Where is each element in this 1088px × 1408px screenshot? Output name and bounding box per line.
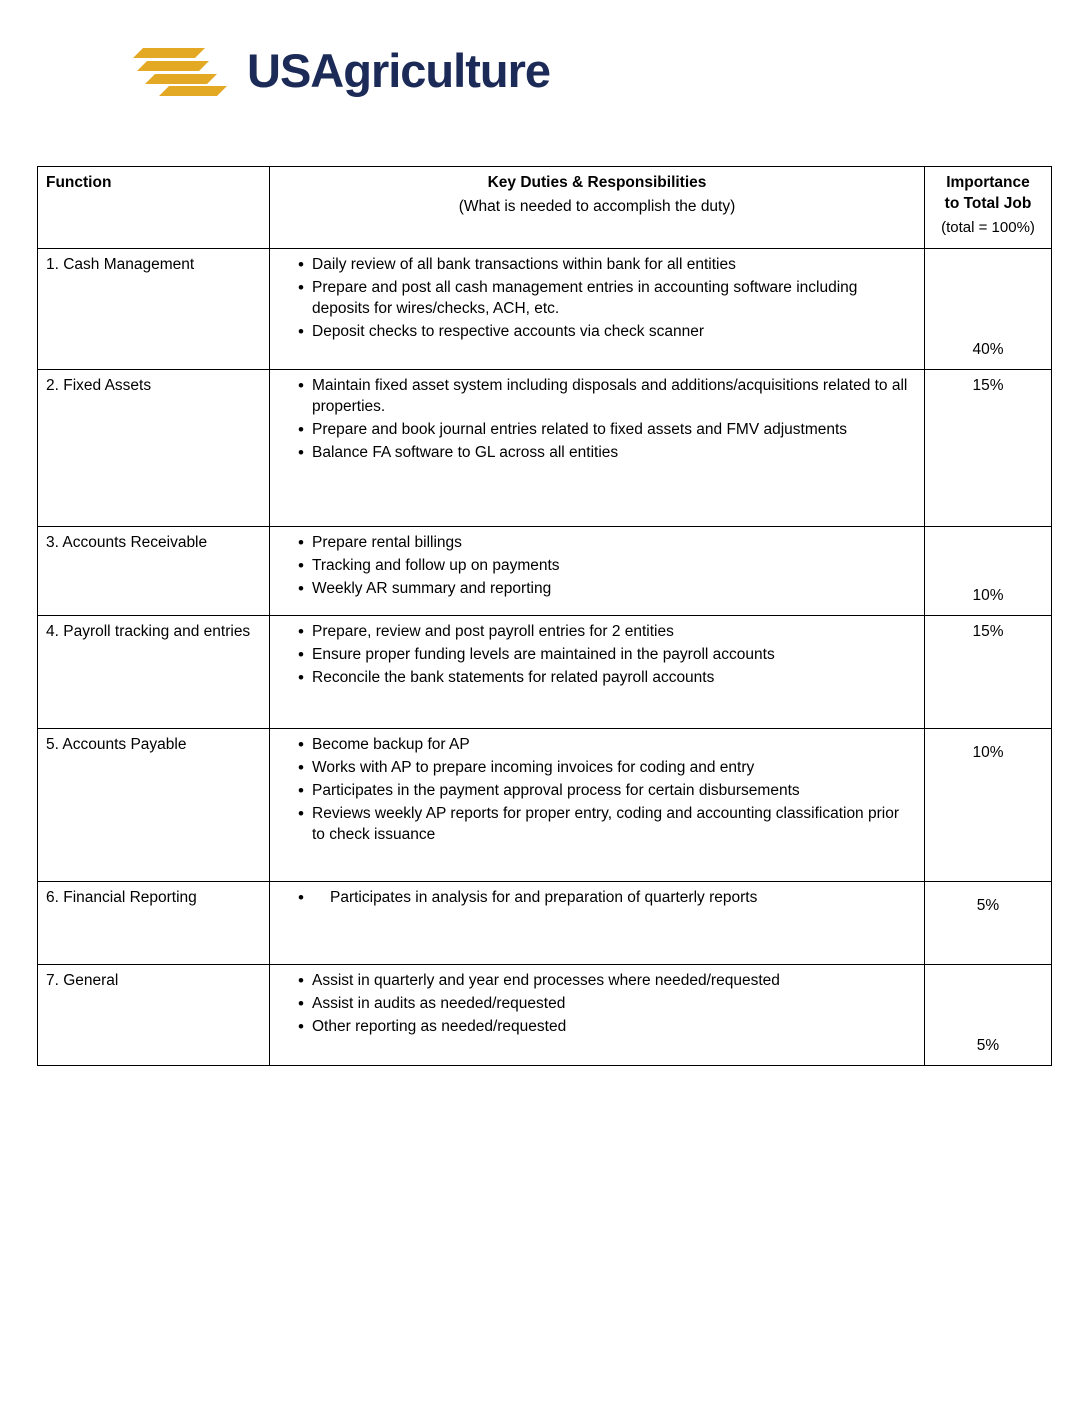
row-importance-financial-reporting: 5%	[925, 882, 1052, 965]
column-header-importance-subtitle: (total = 100%)	[941, 218, 1035, 236]
duty-item: • Participates in the payment approval process for certain disbursements	[298, 781, 916, 802]
row-function-accounts-receivable: 3. Accounts Receivable	[38, 527, 270, 616]
table-row	[38, 370, 1052, 527]
row-duties-general	[270, 965, 925, 1066]
duty-item: • Assist in audits as needed/requested	[298, 994, 916, 1015]
duty-item: • Other reporting as needed/requested	[298, 1017, 916, 1038]
row-duties-accounts-payable	[270, 729, 925, 882]
duty-item: • Deposit checks to respective accounts via check scanner	[298, 322, 916, 343]
row-function-general: 7. General	[38, 965, 270, 1066]
row-importance-general: 5%	[925, 965, 1052, 1066]
job-duties-table	[37, 166, 1052, 1066]
table-row	[38, 965, 1052, 1066]
row-duties-payroll	[270, 616, 925, 729]
stacked-chevrons-logo-icon	[131, 42, 237, 98]
company-logo	[131, 34, 550, 106]
duty-item: • Reviews weekly AP reports for proper entry, coding and accounting classification prior to check issuance	[298, 804, 916, 846]
duty-item: • Become backup for AP	[298, 735, 916, 756]
row-importance-payroll: 15%	[925, 616, 1052, 729]
table-row	[38, 729, 1052, 882]
duty-item: • Works with AP to prepare incoming invoices for coding and entry	[298, 758, 916, 779]
duty-item: • Balance FA software to GL across all entities	[298, 443, 916, 464]
duty-item: • Daily review of all bank transactions within bank for all entities	[298, 255, 916, 276]
row-importance-accounts-payable: 10%	[925, 729, 1052, 882]
row-function-accounts-payable: 5. Accounts Payable	[38, 729, 270, 882]
column-header-importance-line2: to Total Job	[944, 194, 1032, 212]
duty-item: • Prepare and post all cash management entries in accounting software including deposits for wires/checks, ACH, etc.	[298, 278, 916, 320]
column-header-duties-title: Key Duties & Responsibilities	[487, 174, 707, 191]
duty-item: • Ensure proper funding levels are maintained in the payroll accounts	[298, 645, 916, 666]
table-header-row	[38, 167, 1052, 249]
column-header-duties-subtitle: (What is needed to accomplish the duty)	[458, 197, 736, 215]
duty-item: • Reconcile the bank statements for related payroll accounts	[298, 668, 916, 689]
row-function-financial-reporting: 6. Financial Reporting	[38, 882, 270, 965]
logo-wordmark	[247, 43, 550, 97]
table-row	[38, 527, 1052, 616]
duty-item: • Prepare and book journal entries related to fixed assets and FMV adjustments	[298, 420, 916, 441]
duty-item: • Weekly AR summary and reporting	[298, 579, 916, 600]
job-duties-table-container	[37, 166, 1051, 1066]
duty-item: • Participates in analysis for and preparation of quarterly reports	[298, 888, 916, 909]
row-duties-fixed-assets	[270, 370, 925, 527]
column-header-importance	[925, 167, 1052, 249]
row-duties-accounts-receivable	[270, 527, 925, 616]
column-header-duties	[270, 167, 925, 249]
row-function-cash-management: 1. Cash Management	[38, 249, 270, 370]
duty-item: • Prepare rental billings	[298, 533, 916, 554]
logo-wordmark-text: USAgriculture	[247, 43, 550, 97]
row-importance-fixed-assets: 15%	[925, 370, 1052, 527]
duty-item: • Maintain fixed asset system including disposals and additions/acquisitions related to all properties.	[298, 376, 916, 418]
table-row	[38, 249, 1052, 370]
row-duties-financial-reporting	[270, 882, 925, 965]
table-row	[38, 882, 1052, 965]
column-header-function: Function	[38, 167, 270, 249]
row-importance-accounts-receivable: 10%	[925, 527, 1052, 616]
column-header-importance-line1: Importance	[946, 174, 1030, 191]
row-importance-cash-management: 40%	[925, 249, 1052, 370]
row-duties-cash-management	[270, 249, 925, 370]
table-row	[38, 616, 1052, 729]
row-function-payroll: 4. Payroll tracking and entries	[38, 616, 270, 729]
duty-item: • Assist in quarterly and year end processes where needed/requested	[298, 971, 916, 992]
row-function-fixed-assets: 2. Fixed Assets	[38, 370, 270, 527]
duty-item: • Tracking and follow up on payments	[298, 556, 916, 577]
duty-item: • Prepare, review and post payroll entries for 2 entities	[298, 622, 916, 643]
